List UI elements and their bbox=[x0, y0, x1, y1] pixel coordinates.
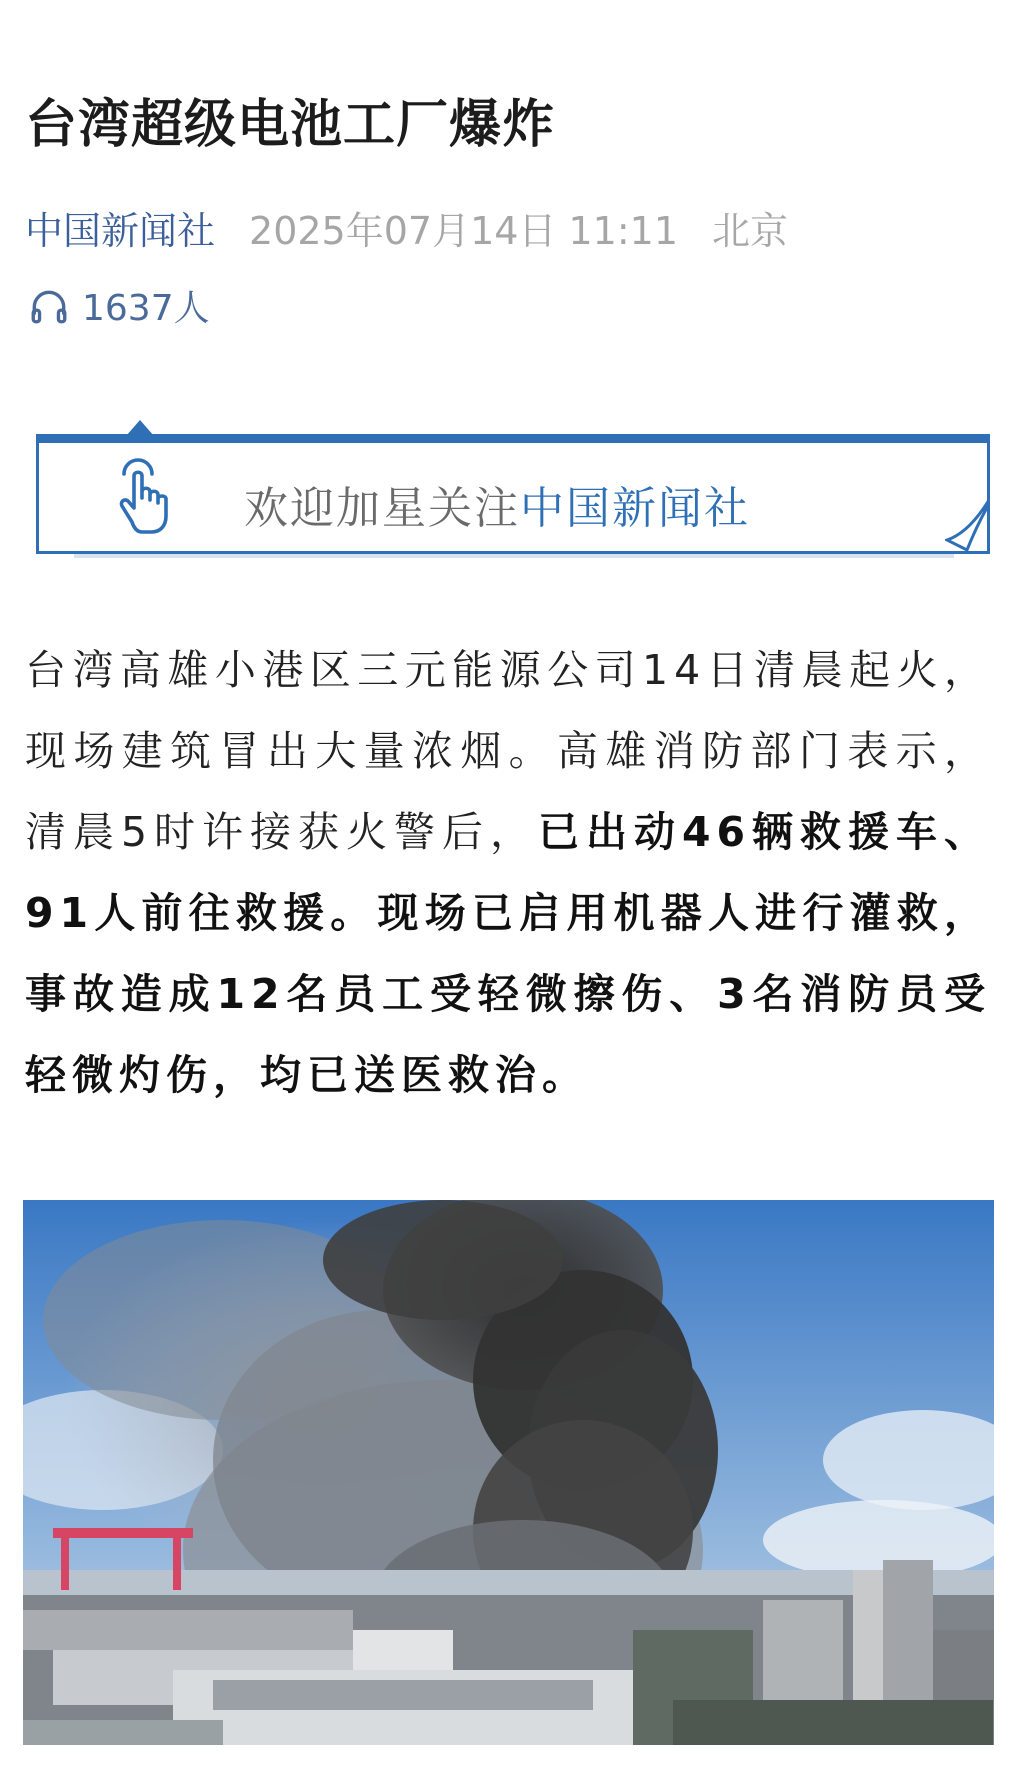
body-normal-text: 台湾高雄小港区三元能源公司14日清晨起火，现场建筑冒出大量浓烟。高雄消防部门表示，清晨5时许接获火警后， bbox=[25, 646, 991, 856]
tap-hand-icon bbox=[112, 458, 182, 536]
article-title: 台湾超级电池工厂爆炸 bbox=[25, 95, 556, 155]
headphones-icon bbox=[28, 285, 70, 327]
news-photo[interactable] bbox=[23, 1200, 994, 1745]
banner-prefix: 欢迎加星关注 bbox=[244, 483, 520, 534]
publish-time: 2025年07月14日 11:11 bbox=[249, 209, 679, 253]
listen-count[interactable] bbox=[28, 280, 210, 331]
source-link[interactable]: 中国新闻社 bbox=[25, 209, 216, 253]
publish-location: 北京 bbox=[712, 209, 789, 253]
page-fold-icon bbox=[945, 500, 989, 552]
article-body bbox=[25, 630, 991, 1116]
fire-smoke-photo bbox=[23, 1200, 994, 1745]
listen-count-text: 1637人 bbox=[82, 288, 210, 329]
banner-text[interactable] bbox=[244, 472, 750, 536]
caption-cutoff bbox=[360, 1752, 660, 1771]
banner-notch bbox=[126, 420, 154, 436]
body-bold-text: 已出动46辆救援车、91人前往救援。现场已启用机器人进行灌救，事故造成12名员工受轻微擦伤、3名消防员受轻微灼伤，均已送医救治。 bbox=[25, 808, 991, 1099]
article-meta bbox=[25, 200, 788, 255]
banner-brand: 中国新闻社 bbox=[520, 483, 750, 534]
